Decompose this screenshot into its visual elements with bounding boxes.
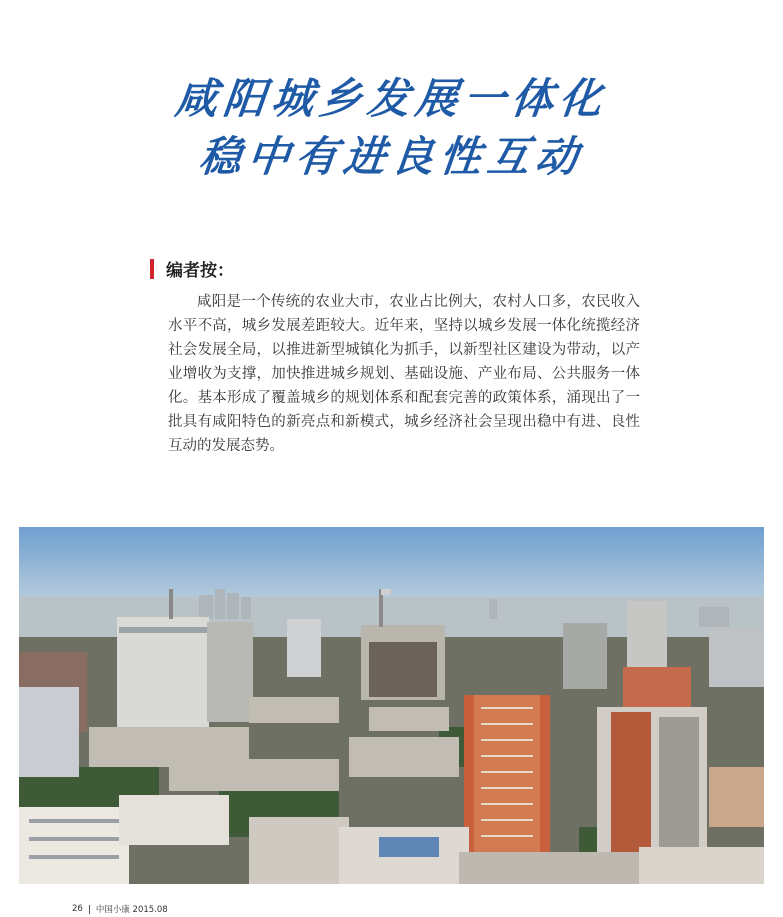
- title-block: [0, 70, 783, 186]
- magazine-issue: 中国小康 2015.08: [95, 905, 168, 915]
- article-title-line-2: 稳中有进良性互动: [196, 132, 587, 181]
- page-footer: [72, 903, 168, 915]
- accent-bar: [150, 259, 154, 279]
- footer-divider: [89, 905, 90, 914]
- article-title-line-1: 咸阳城乡发展一体化: [172, 74, 611, 123]
- city-skyline-photo: [19, 527, 764, 884]
- editor-note-heading: [150, 256, 234, 281]
- editor-note-label: 编者按：: [166, 261, 234, 281]
- editor-note-text: 咸阳是一个传统的农业大市，农业占比例大，农村人口多，农民收入水平不高，城乡发展差距较大。近年来，坚持以城乡发展一体化统揽经济社会发展全局，以推进新型城镇化为抓手，以新型社区建设为带动，以产业增收为支撑，加快推进城乡规划、基础设施、产业布局、公共服务一体化。基本形成了覆盖城乡的规划体系和配套完善的政策体系，涌现出了一批具有咸阳特色的新亮点和新模式，城乡经济社会呈现出稳中有进、良性互动的发展态势。: [168, 294, 640, 454]
- page-number: 26: [72, 904, 83, 914]
- city-skyline-illustration: [19, 527, 764, 884]
